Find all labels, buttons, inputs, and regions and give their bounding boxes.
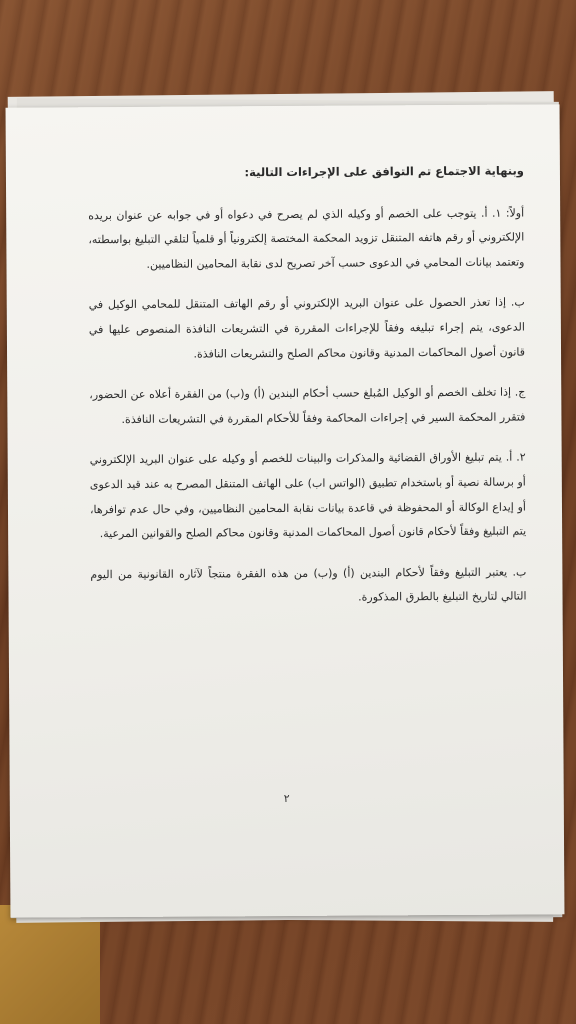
paragraph-first-a: أولاً: ١. أ. يتوجب على الخصم أو وكيله الذي لم يصرح في دعواه أو في جوابه عن عنوان بريده الإلكتروني أو رقم هاتفه المتنقل تزويد المحكمة المختصة إلكترونياً أو قلمياً لتلقي التبليغ بواسطته، وتعتمد بيانات المحامي في الدعوى حسب آخر تصريح لدى نقابة المحامين النظاميين. — [88, 206, 525, 271]
paragraph-first-c: ج. إذا تخلف الخصم أو الوكيل المُبلغ حسب أحكام البندين (أ) و(ب) من الفقرة أعلاه عن الحضور، فتقرر المحكمة السير في إجراءات المحاكمة وفقاً للأحكام المقررة في التشريعات النافذة. — [89, 385, 526, 426]
paragraph-first-b: ب. إذا تعذر الحصول على عنوان البريد الإلكتروني أو رقم الهاتف المتنقل للمحامي الوكيل في الدعوى، يتم إجراء تبليغه وفقاً للإجراءات المقررة في التشريعات النافذة المنصوص عليها في قانون أصول المحاكمات المدنية وقانون محاكم الصلح والتشريعات النافذة. — [88, 295, 526, 361]
page-number: ٢ — [283, 791, 290, 806]
document-body — [88, 159, 527, 629]
wooden-object — [0, 905, 100, 1024]
document-page — [6, 104, 565, 917]
paragraph-second-a: ٢. أ. يتم تبليغ الأوراق القضائية والمذكرات والبينات للخصم أو وكيله على عنوان البريد الإلكتروني أو برسالة نصية أو باستخدام تطبيق (الواتس اب) على الهاتف المتنقل المصرح به عند قيد الدعوى أو إيداع الوكالة أو المحفوظة في قاعدة بيانات نقابة المحامين النظاميين، وفي حال عدم توافرها، يتم التبليغ وفقاً لأحكام قانون أصول المحاكمات المدنية وقانون محاكم الصلح والقوانين المرعية. — [89, 450, 527, 541]
paragraph-second-b: ب. يعتبر التبليغ وفقاً لأحكام البندين (أ) و(ب) من هذه الفقرة منتجاً لآثاره القانونية من اليوم التالي لتاريخ التبليغ بالطرق المذكورة. — [90, 565, 527, 604]
document-heading: وبنهاية الاجتماع تم التوافق على الإجراءات التالية: — [244, 163, 524, 180]
